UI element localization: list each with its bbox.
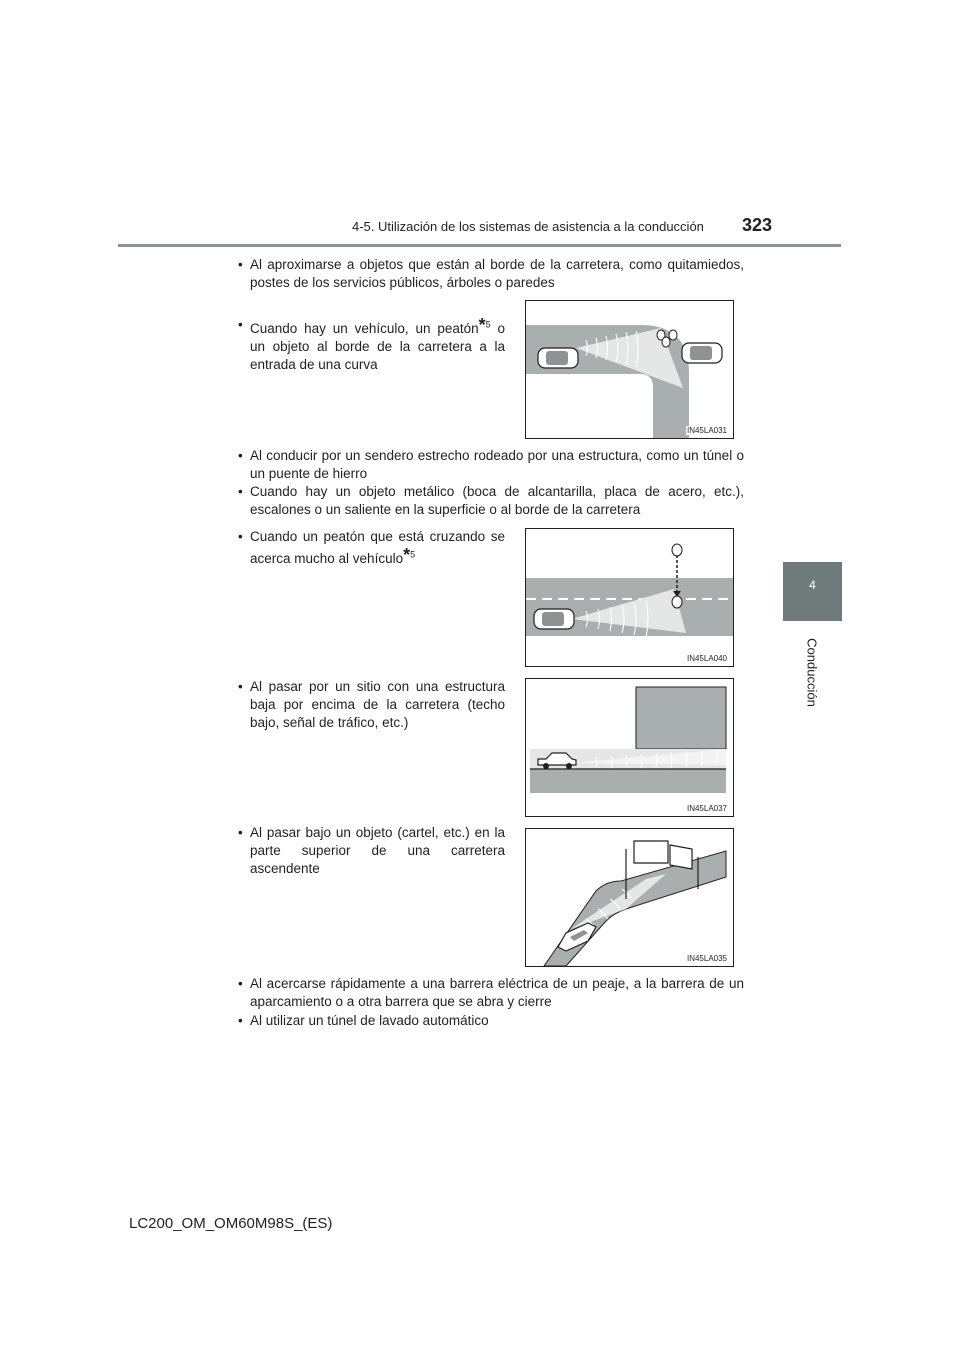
chapter-label: Conducción bbox=[804, 638, 820, 707]
illustration-pedestrian-crossing bbox=[525, 528, 734, 667]
section-title: 4-5. Utilización de los sistemas de asistencia a la conducción bbox=[352, 219, 704, 234]
illustration-uphill-sign bbox=[525, 828, 734, 967]
list-item: • Al aproximarse a objetos que están al borde de la carretera, como quitamiedos, postes de los servicios públicos, árboles o paredes bbox=[238, 257, 744, 290]
list-item: • Al acercarse rápidamente a una barrera eléctrica de un peaje, a la barrera de un aparcamiento o a otra barrera que se abra y cierre bbox=[238, 976, 744, 1009]
figure-caption: IN45LA035 bbox=[686, 954, 727, 963]
sign-icon bbox=[634, 841, 668, 863]
footnote-asterisk: * bbox=[403, 545, 411, 565]
car-icon bbox=[538, 348, 578, 368]
list-item: • Al conducir por un sendero estrecho rodeado por una estructura, como un túnel o un puente de hierro bbox=[238, 448, 744, 481]
footnote-asterisk: * bbox=[478, 315, 486, 335]
sign-icon bbox=[670, 845, 692, 869]
chapter-number: 4 bbox=[809, 578, 816, 592]
footnote-ref: 5 bbox=[485, 319, 491, 330]
header-divider bbox=[118, 244, 841, 247]
list-item: • Al pasar bajo un objeto (cartel, etc.) en la parte superior de una carretera ascendente bbox=[238, 825, 505, 876]
illustration-curve-entrance bbox=[525, 300, 734, 439]
car-icon bbox=[534, 609, 574, 629]
footnote-ref: 5 bbox=[410, 549, 416, 560]
list-item: • Cuando hay un vehículo, un peatón*$^5$ o un objeto al borde de la carretera a la entrada de una curva bbox=[238, 315, 505, 372]
page-number: 323 bbox=[742, 215, 773, 235]
list-item: • Cuando un peatón que está cruzando se acerca mucho al vehículo*$^5$ bbox=[238, 529, 505, 566]
list-item: • Al utilizar un túnel de lavado automático bbox=[238, 1013, 489, 1028]
list-item: • Cuando hay un objeto metálico (boca de alcantarilla, placa de acero, etc.), escalones o un saliente en la superficie o al borde de la carretera bbox=[238, 484, 744, 517]
figure-caption: IN45LA040 bbox=[686, 654, 727, 663]
manual-code: LC200_OM_OM60M98S_(ES) bbox=[129, 1215, 333, 1232]
figure-caption: IN45LA037 bbox=[686, 804, 727, 813]
figure-caption: IN45LA031 bbox=[686, 426, 727, 435]
list-item: • Al pasar por un sitio con una estructura baja por encima de la carretera (techo bajo, señal de tráfico, etc.) bbox=[238, 679, 505, 730]
illustration-low-structure bbox=[525, 678, 734, 817]
car-icon bbox=[682, 343, 722, 363]
